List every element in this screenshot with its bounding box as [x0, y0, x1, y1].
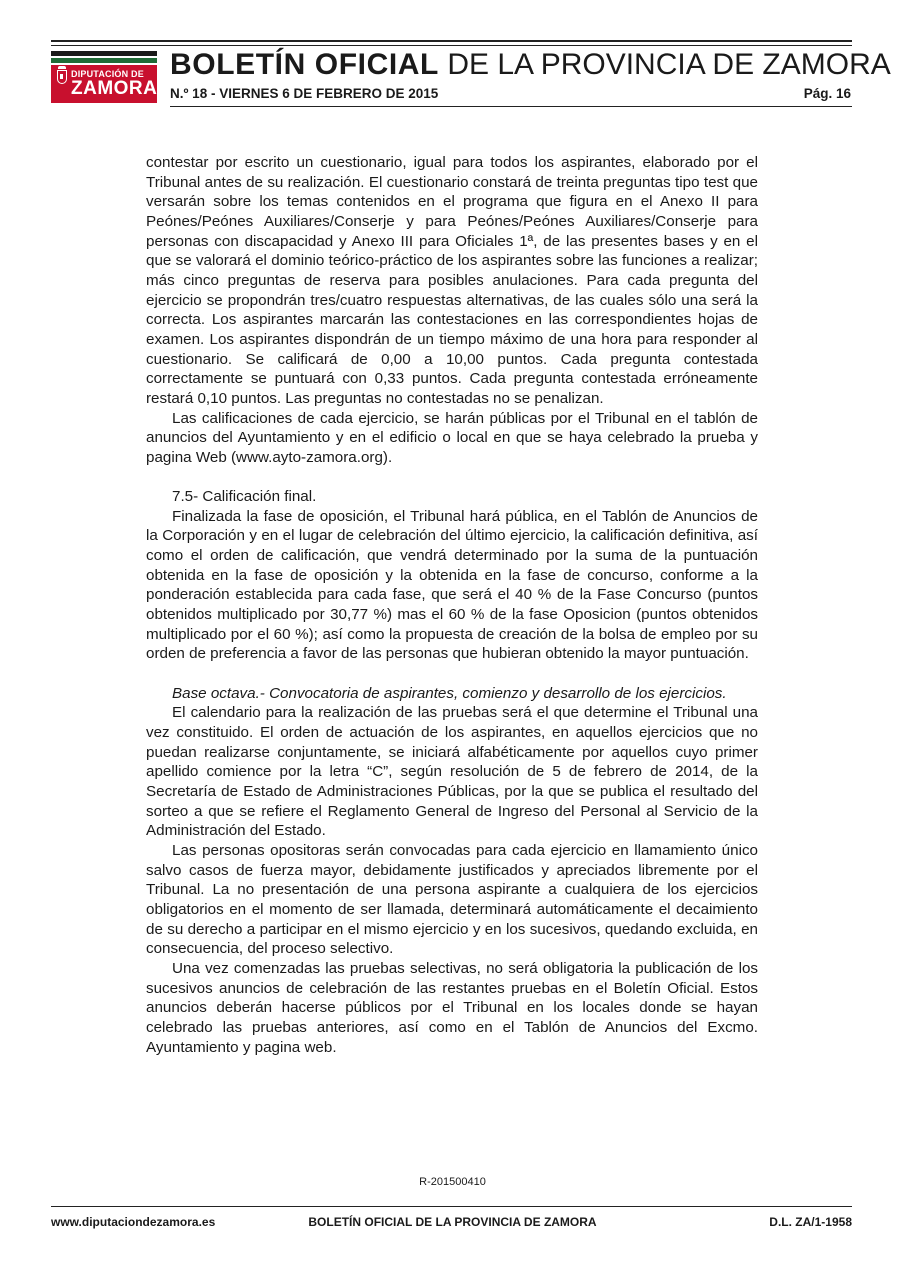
publication-title-bold: BOLETÍN OFICIAL	[170, 48, 439, 81]
header-top-rule	[51, 40, 852, 42]
footer-website-link[interactable]: www.diputaciondezamora.es	[51, 1215, 216, 1229]
footer-publication-name: BOLETÍN OFICIAL DE LA PROVINCIA DE ZAMORA	[308, 1215, 597, 1229]
flag-stripe-green	[51, 58, 157, 63]
page-number: Pág. 16	[803, 86, 851, 101]
flag-stripe-black	[51, 51, 157, 56]
paragraph: Finalizada la fase de oposición, el Tribunal hará pública, en el Tablón de Anuncios de la Corporación y en el lugar de celebración del último ejercicio, la calificación definitiva, así como el orden de calificación, que vendrá determinado por la suma de la puntuación obtenida en la fase de oposición y la obtenida en la fase de concurso, conforme a la ponderación establecida para cada fase, que será el 40 % de la Fase Concurso (puntos obtenidos multiplicado por 30,77 %) mas el 60 % de la fase Oposicion (puntos obtenidos multiplicado por el 60 %); así como la propuesta de creación de la bolsa de empleo por su orden de preferencia a favor de las personas que hubieran obtenido la mayor puntuación.	[146, 507, 758, 663]
footer-legal-deposit: D.L. ZA/1-1958	[769, 1215, 852, 1229]
coat-of-arms-icon	[57, 70, 67, 84]
paragraph: El calendario para la realización de las pruebas será el que determine el Tribunal una vez constituido. El orden de actuación de los aspirantes, en aquellos ejercicios que no puedan realizarse conjuntamente, se iniciará alfabéticamente por aquellos cuyo primer apellido comience por la letra “C”, según resolución de 5 de febrero de 2014, de la Secretaría de Estado de Administraciones Públicas, por la que se publica el resultado del sorteo a que se refiere el Reglamento General de Ingreso del Personal al Servicio de la Administración del Estado.	[146, 704, 758, 840]
section-heading: 7.5- Calificación final.	[172, 488, 317, 506]
paragraph: Las calificaciones de cada ejercicio, se harán públicas por el Tribunal en el tablón de anuncios del Ayuntamiento y en el edificio o local en que se haya celebrado la prueba y pagina Web (www.ayto-zamora.org).	[146, 409, 758, 466]
crown-icon	[58, 66, 66, 69]
header-bottom-rule	[170, 106, 852, 107]
section-heading: Base octava.- Convocatoria de aspirantes, comienzo y desarrollo de los ejercicios.	[172, 684, 727, 702]
reference-number: R-201500410	[419, 1176, 486, 1188]
spacer	[146, 468, 758, 488]
spacer	[146, 664, 758, 684]
publication-title	[170, 47, 891, 83]
issue-line: N.º 18 - VIERNES 6 DE FEBRERO DE 2015	[170, 86, 439, 101]
diputacion-logo	[51, 65, 157, 103]
footer-rule	[51, 1206, 852, 1207]
logo-line-2: ZAMORA	[71, 78, 158, 99]
paragraph: contestar por escrito un cuestionario, igual para todos los aspirantes, elaborado por el Tribunal antes de su realización. El cuestionario constará de treinta preguntas tipo test que versarán sobre los temas contenidos en el programa que figura en el Anexo II para Peónes/Peónes Auxiliares/Conserje y para Peónes/Peónes Auxiliares/Conserje para personas con discapacidad y Anexo III para Oficiales 1ª, de las presentes bases y en el que se valorará el dominio teórico-práctico de los aspirantes sobre las funciones a realizar; más cinco preguntas de reserva para posibles anulaciones. Para cada pregunta del ejercicio se propondrán tres/cuatro respuestas alternativas, de las cuales sólo una será la correcta. Los aspirantes marcarán las contestaciones en las correspondientes hojas de examen. Los aspirantes dispondrán de un tiempo máximo de una hora para responder al cuestionario. Se calificará de 0,00 a 10,00 puntos. Cada pregunta contestada correctamente se puntuará con 0,33 puntos. Cada pregunta contestada erróneamente restará 0,10 puntos. Las preguntas no contestadas no se penalizan.	[146, 154, 758, 407]
logo-line-1: DIPUTACIÓN DE	[71, 69, 144, 79]
publication-title-rest: DE LA PROVINCIA DE ZAMORA	[438, 48, 891, 81]
document-body	[146, 153, 758, 1057]
header-top-rule-thin	[51, 45, 852, 46]
paragraph: Las personas opositoras serán convocadas para cada ejercicio en llamamiento único salvo casos de fuerza mayor, debidamente justificados y apreciados libremente por el Tribunal. La no presentación de una persona aspirante a cualquiera de los ejercicios obligatorios en el momento de ser llamada, determinará automáticamente el decaimiento de su derecho a participar en el mismo ejercicio y en los sucesivos, quedando excluida, en consecuencia, del proceso selectivo.	[146, 841, 758, 958]
paragraph: Una vez comenzadas las pruebas selectivas, no será obligatoria la publicación de los sucesivos anuncios de celebración de las restantes pruebas en el Boletín Oficial. Estos anuncios deberán hacerse públicos por el Tribunal en los locales donde se hayan celebrado las pruebas anteriores, así como en el Tablón de Anuncios del Excmo. Ayuntamiento y pagina web.	[146, 959, 758, 1056]
